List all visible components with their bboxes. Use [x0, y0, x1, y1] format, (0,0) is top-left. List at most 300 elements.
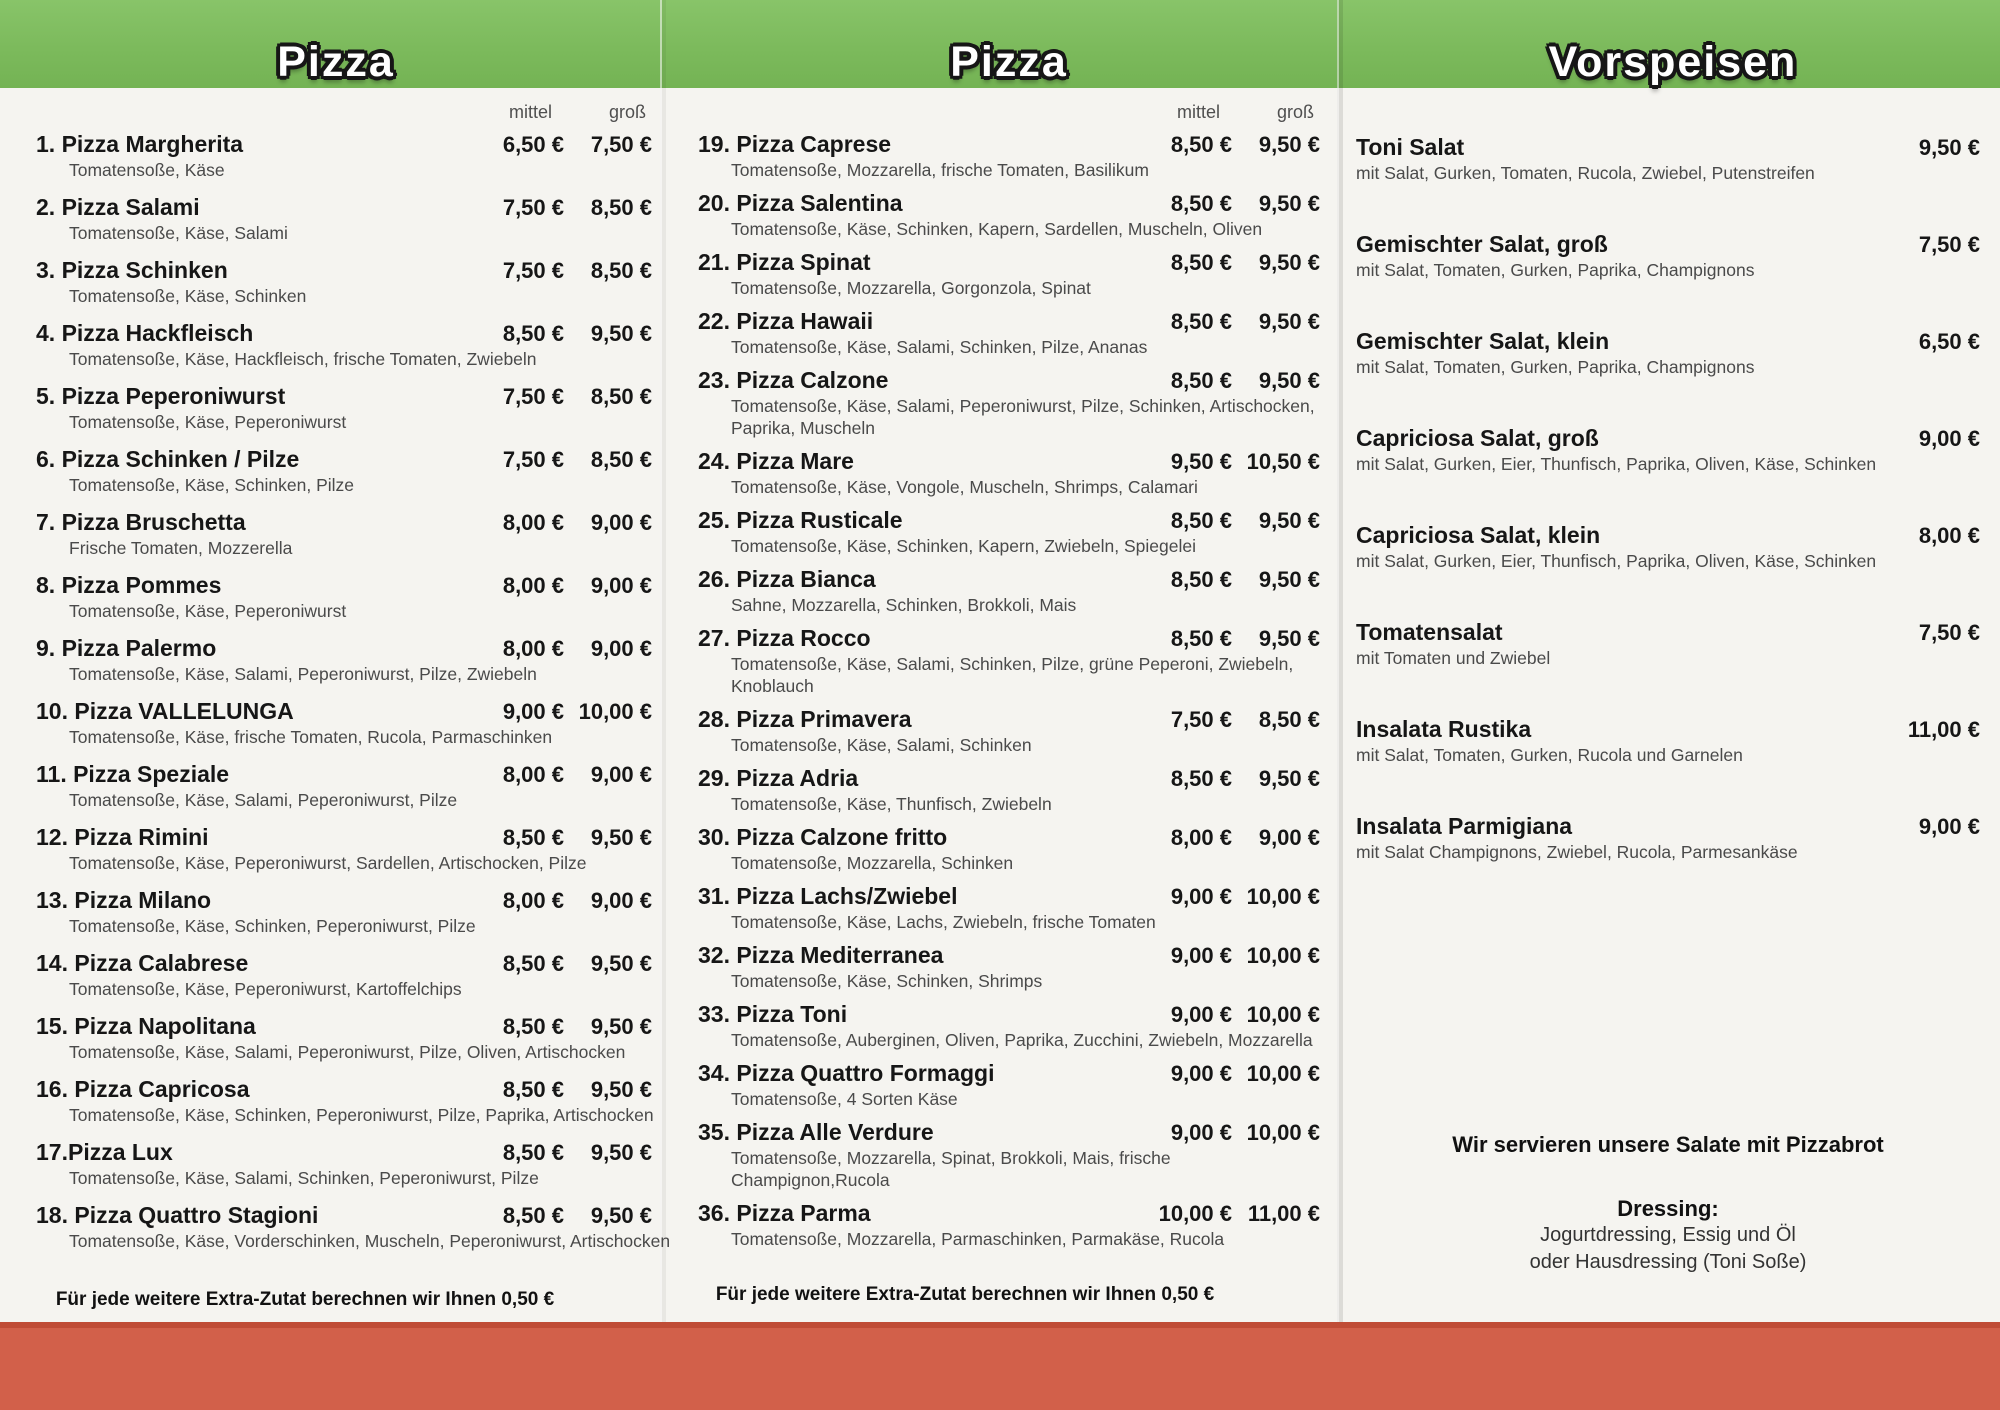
- item-price-mittel: 8,50 €: [1170, 309, 1232, 334]
- item-prices: [1144, 884, 1320, 909]
- item-prices: [1144, 1120, 1320, 1145]
- menu-item-toprow: [36, 636, 652, 661]
- item-name: Capriciosa Salat, groß: [1356, 425, 1599, 451]
- menu-item: [36, 384, 652, 433]
- item-desc: Tomatensoße, Käse, Thunfisch, Zwiebeln: [731, 794, 1052, 814]
- item-list-vorspeisen: [1356, 135, 1980, 863]
- size-label-mittel: mittel: [508, 102, 552, 122]
- menu-item: [36, 888, 652, 937]
- menu-item: [36, 510, 652, 559]
- item-desc: mit Salat, Tomaten, Gurken, Paprika, Champignons: [1356, 260, 1755, 280]
- menu-item-toprow: [698, 132, 1320, 157]
- menu-item-toprow: [36, 195, 652, 220]
- menu-item-toprow: [698, 449, 1320, 474]
- item-name: 17.Pizza Lux: [36, 1139, 173, 1165]
- menu-item: [36, 258, 652, 307]
- item-desc: Tomatensoße, Käse, Vongole, Muscheln, Shrimps, Calamari: [731, 477, 1198, 497]
- item-price-gross: 9,50 €: [590, 1203, 652, 1228]
- item-name: 20. Pizza Salentina: [698, 190, 903, 216]
- item-name: 35. Pizza Alle Verdure: [698, 1119, 934, 1145]
- item-prices: [1892, 620, 1980, 645]
- item-price-gross: 9,00 €: [590, 510, 652, 535]
- menu-item-toprow: [36, 258, 652, 283]
- item-name: Toni Salat: [1356, 134, 1465, 160]
- item-price-gross: 9,50 €: [1258, 766, 1320, 791]
- item-price-mittel: 8,00 €: [1170, 825, 1232, 850]
- item-name: 22. Pizza Hawaii: [698, 308, 874, 334]
- menu-item: [698, 250, 1320, 299]
- salad-serve-note: Wir servieren unsere Salate mit Pizzabrot: [1452, 1132, 1884, 1157]
- menu-item: [698, 309, 1320, 358]
- item-name: 32. Pizza Mediterranea: [698, 942, 944, 968]
- item-prices: [476, 699, 652, 724]
- item-desc: mit Salat, Gurken, Eier, Thunfisch, Paprika, Oliven, Käse, Schinken: [1356, 551, 1877, 571]
- menu-item: [698, 567, 1320, 616]
- panel-title-pizza-left: Pizza: [277, 38, 395, 86]
- item-prices: [476, 510, 652, 535]
- salad-footer: [1356, 1132, 1980, 1276]
- menu-item: [36, 195, 652, 244]
- menu-item: [698, 943, 1320, 992]
- item-price-gross: 10,00 €: [1246, 884, 1320, 909]
- item-price-mittel: 8,50 €: [1170, 132, 1232, 157]
- item-desc: mit Salat, Tomaten, Gurken, Paprika, Champignons: [1356, 357, 1755, 377]
- fold-line-left: [660, 0, 666, 1410]
- item-prices: [1144, 132, 1320, 157]
- item-price-gross: 9,50 €: [1258, 368, 1320, 393]
- item-prices: [1892, 426, 1980, 451]
- item-price-gross: 11,00 €: [1247, 1201, 1320, 1226]
- item-prices: [476, 573, 652, 598]
- item-price-gross: 10,00 €: [1246, 943, 1320, 968]
- item-price-gross: 9,50 €: [1258, 309, 1320, 334]
- item-prices: [1144, 1061, 1320, 1086]
- item-price: 7,50 €: [1918, 620, 1980, 645]
- item-price-gross: 9,50 €: [1258, 191, 1320, 216]
- menu-item-toprow: [698, 1120, 1320, 1145]
- item-name: 33. Pizza Toni: [698, 1001, 848, 1027]
- item-desc: Sahne, Mozzarella, Schinken, Brokkoli, Mais: [731, 595, 1077, 615]
- menu-item-toprow: [1356, 814, 1980, 839]
- item-prices: [1144, 508, 1320, 533]
- item-prices: [476, 1140, 652, 1165]
- item-price-mittel: 8,50 €: [502, 1140, 564, 1165]
- item-price-mittel: 9,50 €: [1170, 449, 1232, 474]
- item-name: 10. Pizza VALLELUNGA: [36, 698, 294, 724]
- menu-item: [698, 707, 1320, 756]
- menu-item-toprow: [36, 1203, 652, 1228]
- item-name: 15. Pizza Napolitana: [36, 1013, 256, 1039]
- menu-item-toprow: [36, 1077, 652, 1102]
- item-price-mittel: 8,50 €: [502, 1203, 564, 1228]
- item-desc: Tomatensoße, Käse, Salami, Peperoniwurst, Pilze, Zwiebeln: [69, 664, 537, 684]
- item-name: 7. Pizza Bruschetta: [36, 509, 246, 535]
- item-price-mittel: 10,00 €: [1158, 1201, 1232, 1226]
- item-price-gross: 9,50 €: [590, 1140, 652, 1165]
- item-price-mittel: 8,50 €: [502, 1014, 564, 1039]
- item-price-mittel: 8,50 €: [502, 321, 564, 346]
- menu-item: [698, 626, 1320, 697]
- item-name: 34. Pizza Quattro Formaggi: [698, 1060, 995, 1086]
- item-list-middle: [698, 132, 1320, 1250]
- item-desc: Tomatensoße, Käse, frische Tomaten, Rucola, Parmaschinken: [69, 727, 553, 747]
- item-name: 29. Pizza Adria: [698, 765, 859, 791]
- item-price-gross: 8,50 €: [1258, 707, 1320, 732]
- menu-item: [36, 321, 652, 370]
- item-price-gross: 9,50 €: [590, 825, 652, 850]
- item-price-gross: 9,00 €: [590, 888, 652, 913]
- item-price-gross: 9,50 €: [590, 1077, 652, 1102]
- item-desc: Tomatensoße, Käse, Salami, Schinken: [731, 735, 1032, 755]
- item-name: 18. Pizza Quattro Stagioni: [36, 1202, 319, 1228]
- item-price-mittel: 8,50 €: [1170, 191, 1232, 216]
- item-prices: [1144, 766, 1320, 791]
- item-price: 11,00 €: [1907, 717, 1980, 742]
- item-prices: [476, 447, 652, 472]
- item-price-gross: 9,50 €: [1258, 567, 1320, 592]
- item-desc: Tomatensoße, Käse, Salami, Peperoniwurst, Pilze, Schinken, Artischocken, Paprika, Muscheln: [731, 396, 1315, 438]
- menu-item-toprow: [36, 573, 652, 598]
- item-price-mittel: 8,50 €: [1170, 508, 1232, 533]
- item-price-mittel: 9,00 €: [1170, 1120, 1232, 1145]
- item-desc: Tomatensoße, Mozzarella, frische Tomaten, Basilikum: [731, 160, 1149, 180]
- dressing-title: Dressing:: [1617, 1196, 1719, 1221]
- item-desc: Tomatensoße, Käse, Schinken: [69, 286, 307, 306]
- menu-item-toprow: [36, 762, 652, 787]
- item-price-mittel: 9,00 €: [502, 699, 564, 724]
- item-prices: [1144, 250, 1320, 275]
- item-price-mittel: 8,50 €: [502, 825, 564, 850]
- menu-item-toprow: [1356, 523, 1980, 548]
- item-price-gross: 9,00 €: [590, 636, 652, 661]
- item-desc: Tomatensoße, Käse, Schinken, Pilze: [69, 475, 355, 495]
- menu-item-toprow: [698, 626, 1320, 651]
- menu-item-toprow: [698, 707, 1320, 732]
- item-name: 14. Pizza Calabrese: [36, 950, 249, 976]
- extra-topping-note-middle: Für jede weitere Extra-Zutat berechnen wir Ihnen 0,50 €: [715, 1284, 1215, 1305]
- menu-item: [36, 699, 652, 748]
- menu-item-toprow: [698, 943, 1320, 968]
- item-name: 36. Pizza Parma: [698, 1200, 871, 1226]
- item-price-mittel: 8,00 €: [502, 762, 564, 787]
- item-name: 11. Pizza Speziale: [36, 761, 230, 787]
- item-name: 27. Pizza Rocco: [698, 625, 871, 651]
- menu-item-toprow: [36, 1014, 652, 1039]
- menu-item-toprow: [698, 567, 1320, 592]
- item-price-gross: 9,50 €: [590, 321, 652, 346]
- menu-item: [36, 447, 652, 496]
- item-prices: [1144, 567, 1320, 592]
- item-name: 31. Pizza Lachs/Zwiebel: [698, 883, 958, 909]
- menu-item: [36, 1077, 652, 1126]
- item-prices: [1144, 1201, 1320, 1226]
- item-price-gross: 7,50 €: [590, 132, 652, 157]
- item-desc: Tomatensoße, Käse, Schinken, Kapern, Sardellen, Muscheln, Oliven: [731, 219, 1263, 239]
- menu-item-toprow: [698, 825, 1320, 850]
- item-prices: [476, 825, 652, 850]
- menu-item: [698, 449, 1320, 498]
- item-desc: Tomatensoße, Auberginen, Oliven, Paprika, Zucchini, Zwiebeln, Mozzarella: [731, 1030, 1313, 1050]
- item-price-mittel: 8,00 €: [502, 510, 564, 535]
- menu-item: [698, 1201, 1320, 1250]
- size-label-gross: groß: [608, 102, 646, 122]
- item-price-gross: 9,50 €: [1258, 250, 1320, 275]
- menu-item: [36, 951, 652, 1000]
- item-desc: Tomatensoße, Käse, Salami: [69, 223, 288, 243]
- item-name: 1. Pizza Margherita: [36, 131, 244, 157]
- extra-topping-note-left: Für jede weitere Extra-Zutat berechnen wir Ihnen 0,50 €: [55, 1289, 555, 1310]
- item-desc: Tomatensoße, Käse, Salami, Peperoniwurst, Pilze, Oliven, Artischocken: [69, 1042, 626, 1062]
- menu-item-toprow: [698, 1061, 1320, 1086]
- item-name: Insalata Rustika: [1356, 716, 1532, 742]
- item-name: 5. Pizza Peperoniwurst: [36, 383, 286, 409]
- menu-item-toprow: [36, 447, 652, 472]
- panel-title-pizza-middle: Pizza: [950, 38, 1068, 86]
- item-price-mittel: 7,50 €: [502, 384, 564, 409]
- menu-item: [1356, 232, 1980, 281]
- fold-line-right: [1337, 0, 1343, 1410]
- menu-item: [36, 1140, 652, 1189]
- item-desc: mit Salat, Gurken, Tomaten, Rucola, Zwiebel, Putenstreifen: [1356, 163, 1815, 183]
- item-name: 13. Pizza Milano: [36, 887, 212, 913]
- menu-item-toprow: [36, 132, 652, 157]
- menu-item: [36, 1202, 671, 1252]
- item-price-gross: 9,00 €: [590, 573, 652, 598]
- item-price-mittel: 7,50 €: [502, 258, 564, 283]
- item-price-gross: 10,50 €: [1246, 449, 1320, 474]
- item-price-mittel: 9,00 €: [1170, 943, 1232, 968]
- item-price-mittel: 9,00 €: [1170, 1061, 1232, 1086]
- item-prices: [476, 636, 652, 661]
- menu-item: [698, 191, 1320, 240]
- menu-item: [698, 825, 1320, 874]
- item-desc: Tomatensoße, Käse, Schinken, Peperoniwurst, Pilze, Paprika, Artischocken: [69, 1105, 654, 1125]
- item-price-gross: 9,50 €: [1258, 508, 1320, 533]
- item-price-mittel: 7,50 €: [502, 195, 564, 220]
- item-name: 16. Pizza Capricosa: [36, 1076, 250, 1102]
- item-prices: [1892, 329, 1980, 354]
- item-price-gross: 9,00 €: [1258, 825, 1320, 850]
- menu-item: [698, 1120, 1320, 1191]
- item-name: Gemischter Salat, klein: [1356, 328, 1610, 354]
- menu-item: [36, 636, 652, 685]
- item-prices: [476, 1014, 652, 1039]
- dressing-option-1: Jogurtdressing, Essig und Öl: [1540, 1224, 1796, 1246]
- item-price-mittel: 8,50 €: [1170, 368, 1232, 393]
- menu-item: [36, 825, 652, 874]
- item-price-mittel: 9,00 €: [1170, 1002, 1232, 1027]
- item-price-mittel: 8,00 €: [502, 573, 564, 598]
- menu-item-toprow: [698, 250, 1320, 275]
- item-price-gross: 8,50 €: [590, 447, 652, 472]
- menu-item: [1356, 717, 1980, 766]
- item-price: 9,00 €: [1918, 426, 1980, 451]
- menu-item-toprow: [698, 1002, 1320, 1027]
- item-prices: [476, 384, 652, 409]
- menu-item-toprow: [36, 951, 652, 976]
- item-name: 30. Pizza Calzone fritto: [698, 824, 948, 850]
- item-price: 6,50 €: [1918, 329, 1980, 354]
- item-name: 23. Pizza Calzone: [698, 367, 889, 393]
- item-prices: [476, 195, 652, 220]
- item-prices: [476, 951, 652, 976]
- menu-item-toprow: [698, 766, 1320, 791]
- item-name: 2. Pizza Salami: [36, 194, 200, 220]
- item-price-gross: 9,00 €: [590, 762, 652, 787]
- menu-item-toprow: [36, 888, 652, 913]
- menu-item: [36, 762, 652, 811]
- menu-item-toprow: [36, 321, 652, 346]
- item-name: 4. Pizza Hackfleisch: [36, 320, 254, 346]
- item-name: 28. Pizza Primavera: [698, 706, 912, 732]
- menu-item-toprow: [1356, 329, 1980, 354]
- dressing-option-2: oder Hausdressing (Toni Soße): [1529, 1251, 1807, 1273]
- item-desc: Tomatensoße, Mozzarella, Gorgonzola, Spinat: [731, 278, 1091, 298]
- item-prices: [1144, 707, 1320, 732]
- item-name: Gemischter Salat, groß: [1356, 231, 1608, 257]
- item-desc: mit Salat, Tomaten, Gurken, Rucola und Garnelen: [1356, 745, 1743, 765]
- item-prices: [476, 888, 652, 913]
- item-price-mittel: 8,50 €: [1170, 250, 1232, 275]
- item-desc: Tomatensoße, Käse, Salami, Schinken, Pilze, grüne Peperoni, Zwiebeln, Knoblauch: [731, 654, 1294, 696]
- menu-item-toprow: [698, 1201, 1320, 1226]
- item-price-gross: 9,50 €: [590, 1014, 652, 1039]
- item-prices: [1892, 135, 1980, 160]
- item-price: 9,50 €: [1918, 135, 1980, 160]
- menu-item: [698, 1061, 1320, 1110]
- item-price: 9,00 €: [1918, 814, 1980, 839]
- item-price-gross: 9,50 €: [1258, 626, 1320, 651]
- menu-item-toprow: [698, 508, 1320, 533]
- item-price-mittel: 7,50 €: [502, 447, 564, 472]
- item-list-left: [36, 131, 671, 1252]
- item-desc: Tomatensoße, Käse, Salami, Schinken, Pilze, Ananas: [731, 337, 1148, 357]
- item-desc: Tomatensoße, Mozzarella, Parmaschinken, Parmakäse, Rucola: [731, 1229, 1225, 1249]
- pizza-column-middle: [698, 102, 1320, 1260]
- menu-item: [36, 573, 652, 622]
- size-label-mittel: mittel: [1176, 102, 1220, 122]
- menu-item-toprow: [698, 884, 1320, 909]
- menu-item: [698, 132, 1320, 181]
- item-price-mittel: 6,50 €: [502, 132, 564, 157]
- item-prices: [1892, 523, 1980, 548]
- item-prices: [476, 321, 652, 346]
- menu-item: [698, 1002, 1320, 1051]
- item-price-gross: 10,00 €: [1246, 1061, 1320, 1086]
- item-prices: [1144, 626, 1320, 651]
- item-desc: Tomatensoße, Käse, Peperoniwurst: [69, 601, 347, 621]
- item-price-gross: 8,50 €: [590, 195, 652, 220]
- item-name: 25. Pizza Rusticale: [698, 507, 903, 533]
- item-desc: Tomatensoße, Käse, Salami, Schinken, Peperoniwurst, Pilze: [69, 1168, 539, 1188]
- item-desc: Tomatensoße, Käse: [69, 160, 225, 180]
- item-name: 6. Pizza Schinken / Pilze: [36, 446, 300, 472]
- menu-item: [36, 1014, 652, 1063]
- menu-item-toprow: [36, 510, 652, 535]
- footer-band: [0, 1322, 2000, 1410]
- menu-item-toprow: [1356, 135, 1980, 160]
- size-header-middle: [698, 102, 1320, 123]
- menu-item-toprow: [698, 191, 1320, 216]
- item-prices: [476, 258, 652, 283]
- item-prices: [476, 762, 652, 787]
- item-desc: Tomatensoße, Käse, Salami, Peperoniwurst, Pilze: [69, 790, 458, 810]
- item-price: 7,50 €: [1918, 232, 1980, 257]
- item-desc: Tomatensoße, Mozzarella, Spinat, Brokkoli, Mais, frische Champignon,Rucola: [731, 1148, 1171, 1190]
- item-price-mittel: 8,50 €: [1170, 626, 1232, 651]
- menu-item-toprow: [1356, 717, 1980, 742]
- menu-item: [698, 368, 1320, 439]
- size-label-gross: groß: [1276, 102, 1314, 122]
- item-price-mittel: 8,00 €: [502, 888, 564, 913]
- item-price-gross: 8,50 €: [590, 258, 652, 283]
- menu-item-toprow: [36, 825, 652, 850]
- item-prices: [1144, 825, 1320, 850]
- item-prices: [1144, 1002, 1320, 1027]
- item-prices: [1892, 814, 1980, 839]
- menu-item: [1356, 135, 1980, 184]
- menu-item: [1356, 523, 1980, 572]
- item-desc: Tomatensoße, Käse, Peperoniwurst, Sardellen, Artischocken, Pilze: [69, 853, 587, 873]
- menu-item-toprow: [36, 1140, 652, 1165]
- menu-item: [36, 132, 652, 181]
- item-prices: [1144, 368, 1320, 393]
- item-price-mittel: 7,50 €: [1170, 707, 1232, 732]
- item-price-mittel: 9,00 €: [1170, 884, 1232, 909]
- menu-item: [1356, 620, 1980, 669]
- item-prices: [1144, 309, 1320, 334]
- item-desc: Frische Tomaten, Mozzerella: [69, 538, 293, 558]
- item-price-gross: 8,50 €: [590, 384, 652, 409]
- vorspeisen-column: [1356, 135, 1980, 911]
- item-price: 8,00 €: [1918, 523, 1980, 548]
- menu-item-toprow: [1356, 620, 1980, 645]
- item-price-gross: 9,50 €: [590, 951, 652, 976]
- menu-item-toprow: [1356, 232, 1980, 257]
- panel-title-vorspeisen: Vorspeisen: [1548, 38, 1798, 86]
- item-name: 3. Pizza Schinken: [36, 257, 228, 283]
- item-price-mittel: 8,50 €: [1170, 567, 1232, 592]
- item-name: Insalata Parmigiana: [1356, 813, 1573, 839]
- menu-item-toprow: [698, 309, 1320, 334]
- menu-item: [698, 508, 1320, 557]
- item-name: 19. Pizza Caprese: [698, 131, 892, 157]
- item-price-gross: 10,00 €: [1246, 1120, 1320, 1145]
- item-desc: Tomatensoße, Käse, Peperoniwurst: [69, 412, 347, 432]
- item-price-mittel: 8,00 €: [502, 636, 564, 661]
- item-name: 9. Pizza Palermo: [36, 635, 217, 661]
- menu-item: [698, 766, 1320, 815]
- item-prices: [1144, 943, 1320, 968]
- item-desc: Tomatensoße, Käse, Schinken, Peperoniwurst, Pilze: [69, 916, 476, 936]
- menu-item-toprow: [1356, 426, 1980, 451]
- item-desc: Tomatensoße, Käse, Lachs, Zwiebeln, frische Tomaten: [731, 912, 1156, 932]
- item-desc: mit Salat, Gurken, Eier, Thunfisch, Paprika, Oliven, Käse, Schinken: [1356, 454, 1877, 474]
- menu-item-toprow: [698, 368, 1320, 393]
- item-name: 21. Pizza Spinat: [698, 249, 871, 275]
- item-desc: Tomatensoße, Käse, Schinken, Kapern, Zwiebeln, Spiegelei: [731, 536, 1196, 556]
- item-name: Tomatensalat: [1356, 619, 1503, 645]
- item-price-gross: 10,00 €: [578, 699, 652, 724]
- item-desc: mit Salat Champignons, Zwiebel, Rucola, Parmesankäse: [1356, 842, 1798, 862]
- item-prices: [476, 1203, 652, 1228]
- item-desc: Tomatensoße, Käse, Schinken, Shrimps: [731, 971, 1043, 991]
- item-desc: Tomatensoße, Käse, Hackfleisch, frische Tomaten, Zwiebeln: [69, 349, 537, 369]
- menu-item-toprow: [36, 699, 652, 724]
- item-name: 26. Pizza Bianca: [698, 566, 876, 592]
- item-prices: [1892, 717, 1980, 742]
- item-prices: [476, 1077, 652, 1102]
